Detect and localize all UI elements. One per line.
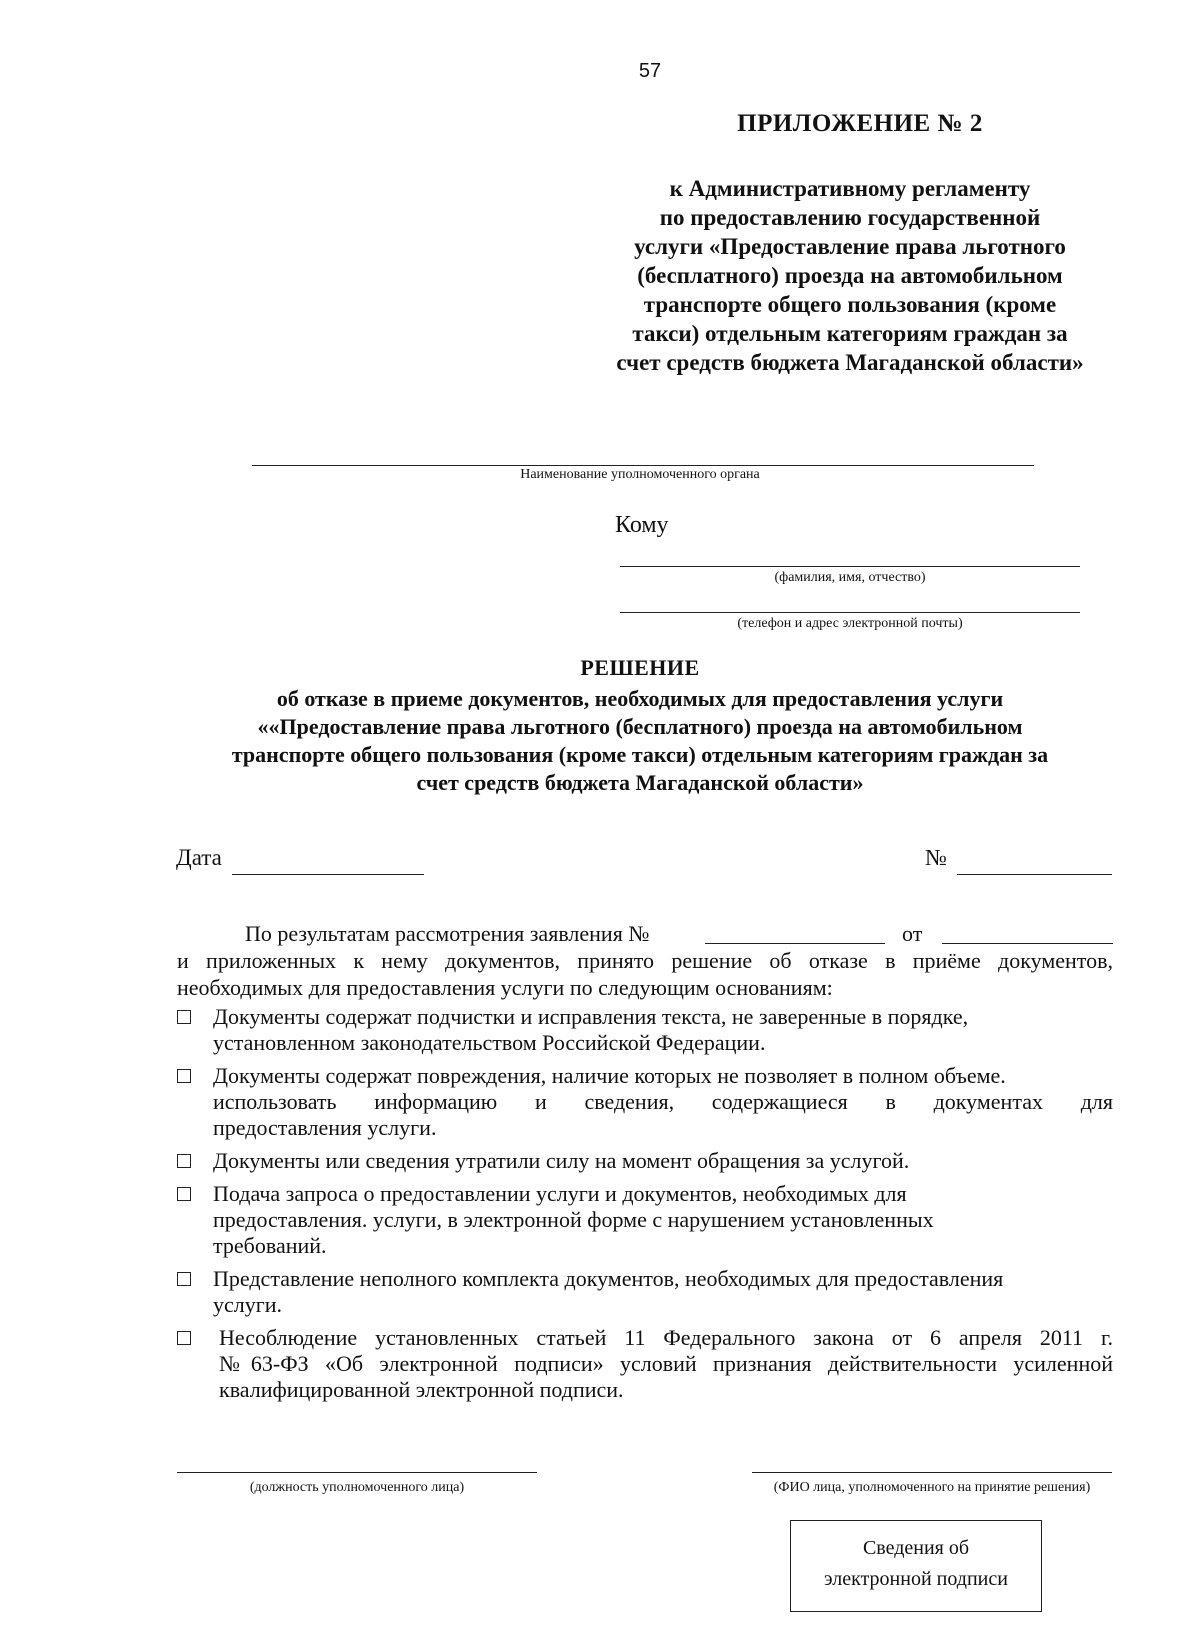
decision-title: РЕШЕНИЕ [580,655,700,680]
reason-item [177,1063,1113,1141]
fio-signature-line [752,1472,1112,1473]
recipient-fio-caption: (фамилия, имя, отчество) [774,570,926,585]
reason-text: требований. [213,1233,327,1258]
decision-subtitle-line: об отказе в приеме документов, необходимых для предоставления услуги [276,686,1004,711]
reason-item [177,1266,1113,1318]
reason-item [177,1148,1113,1174]
application-reference-text: По результатам рассмотрения заявления № [245,921,650,946]
position-caption: (должность уполномоченного лица) [249,1480,465,1495]
esign-line: электронной подписи [824,1568,1008,1590]
application-reference [245,920,649,947]
reason-item [177,1181,1113,1259]
reason-text: №63-ФЗ «Об электронной подписи» условий признания действительности усиленной [219,1351,1113,1376]
decision-subtitle-line: ««Предоставление права льготного (бесплатного) проезда на автомобильном [257,714,1023,739]
decision-statement [177,947,1113,1001]
date-label: Дата [176,845,222,870]
decision-subtitle-line: счет средств бюджета Магаданской области» [416,770,864,795]
recipient-label: Кому [615,512,669,538]
reasons-list [177,1004,1113,1410]
appendix-subtitle-line: счет средств бюджета Магаданской области» [616,350,1084,375]
reason-text: использовать информацию и сведения, содержащиеся в документах для [213,1089,1113,1114]
appendix-subtitle-line: по предоставлению государственной [659,205,1041,230]
appendix-subtitle-line: (бесплатного) проезда на автомобильном [637,263,1063,288]
reason-text: предоставления. услуги, в электронной форме с нарушением установленных [213,1207,934,1232]
decision-statement-line: и приложенных к нему документов, принято решение об отказе в приёме документов, [177,948,1113,973]
appendix-subtitle-line: такси) отдельным категориям граждан за [632,321,1068,346]
position-signature-line [177,1472,537,1473]
decision-statement-line: необходимых для предоставления услуги по следующим основаниям: [177,975,833,1000]
appendix-subtitle-line: к Административному регламенту [669,176,1031,201]
page-number: 57 [638,60,662,82]
reason-text: услуги. [213,1292,283,1317]
reason-checkbox[interactable] [177,1069,191,1083]
appendix-subtitle [560,174,1140,377]
application-date-line [942,943,1113,944]
recipient-contacts-caption: (телефон и адрес электронной почты) [737,616,963,631]
reason-text: квалифицированной электронной подписи. [219,1377,624,1402]
reason-text: Документы содержат подчистки и исправления текста, не заверенные в порядке, [213,1004,969,1029]
fio-caption: (ФИО лица, уполномоченного на принятие решения) [773,1480,1091,1495]
esign-line: Сведения об [862,1537,970,1559]
reason-text: Несоблюдение установленных статьей 11 Федерального закона от 6 апреля 2011 г. [219,1325,1113,1350]
recipient-contacts-line [620,612,1080,613]
recipient-fio-line [620,566,1080,567]
appendix-subtitle-line: услуги «Предоставление права льготного [634,234,1066,259]
date-field-line [232,874,424,875]
electronic-signature-box [790,1520,1042,1612]
reason-item [177,1004,1113,1056]
appendix-title: ПРИЛОЖЕНИЕ № 2 [737,110,983,137]
application-number-line [705,943,885,944]
reason-text: предоставления услуги. [213,1115,437,1140]
application-from-label: от [902,921,923,946]
reason-checkbox[interactable] [177,1331,191,1345]
organ-caption: Наименование уполномоченного органа [520,467,760,482]
reason-item [177,1325,1113,1403]
reason-text: Документы содержат повреждения, наличие которых не позволяет в полном объеме. [213,1063,1006,1088]
reason-text: Документы или сведения утратили силу на момент обращения за услугой. [213,1148,910,1173]
reason-text: Представление неполного комплекта документов, необходимых для предоставления [213,1266,1004,1291]
decision-subtitle-line: транспорте общего пользования (кроме такси) отдельным категориям граждан за [231,742,1049,767]
reason-text: Подача запроса о предоставлении услуги и документов, необходимых для [213,1181,907,1206]
reason-checkbox[interactable] [177,1154,191,1168]
reason-checkbox[interactable] [177,1010,191,1024]
number-field-line [957,874,1112,875]
appendix-subtitle-line: транспорте общего пользования (кроме [643,292,1057,317]
reason-checkbox[interactable] [177,1187,191,1201]
decision-subtitle [160,685,1120,797]
reason-text: установленном законодательством Российской Федерации. [213,1030,766,1055]
number-label: № [925,845,947,870]
organ-name-line [252,465,1034,466]
reason-checkbox[interactable] [177,1272,191,1286]
